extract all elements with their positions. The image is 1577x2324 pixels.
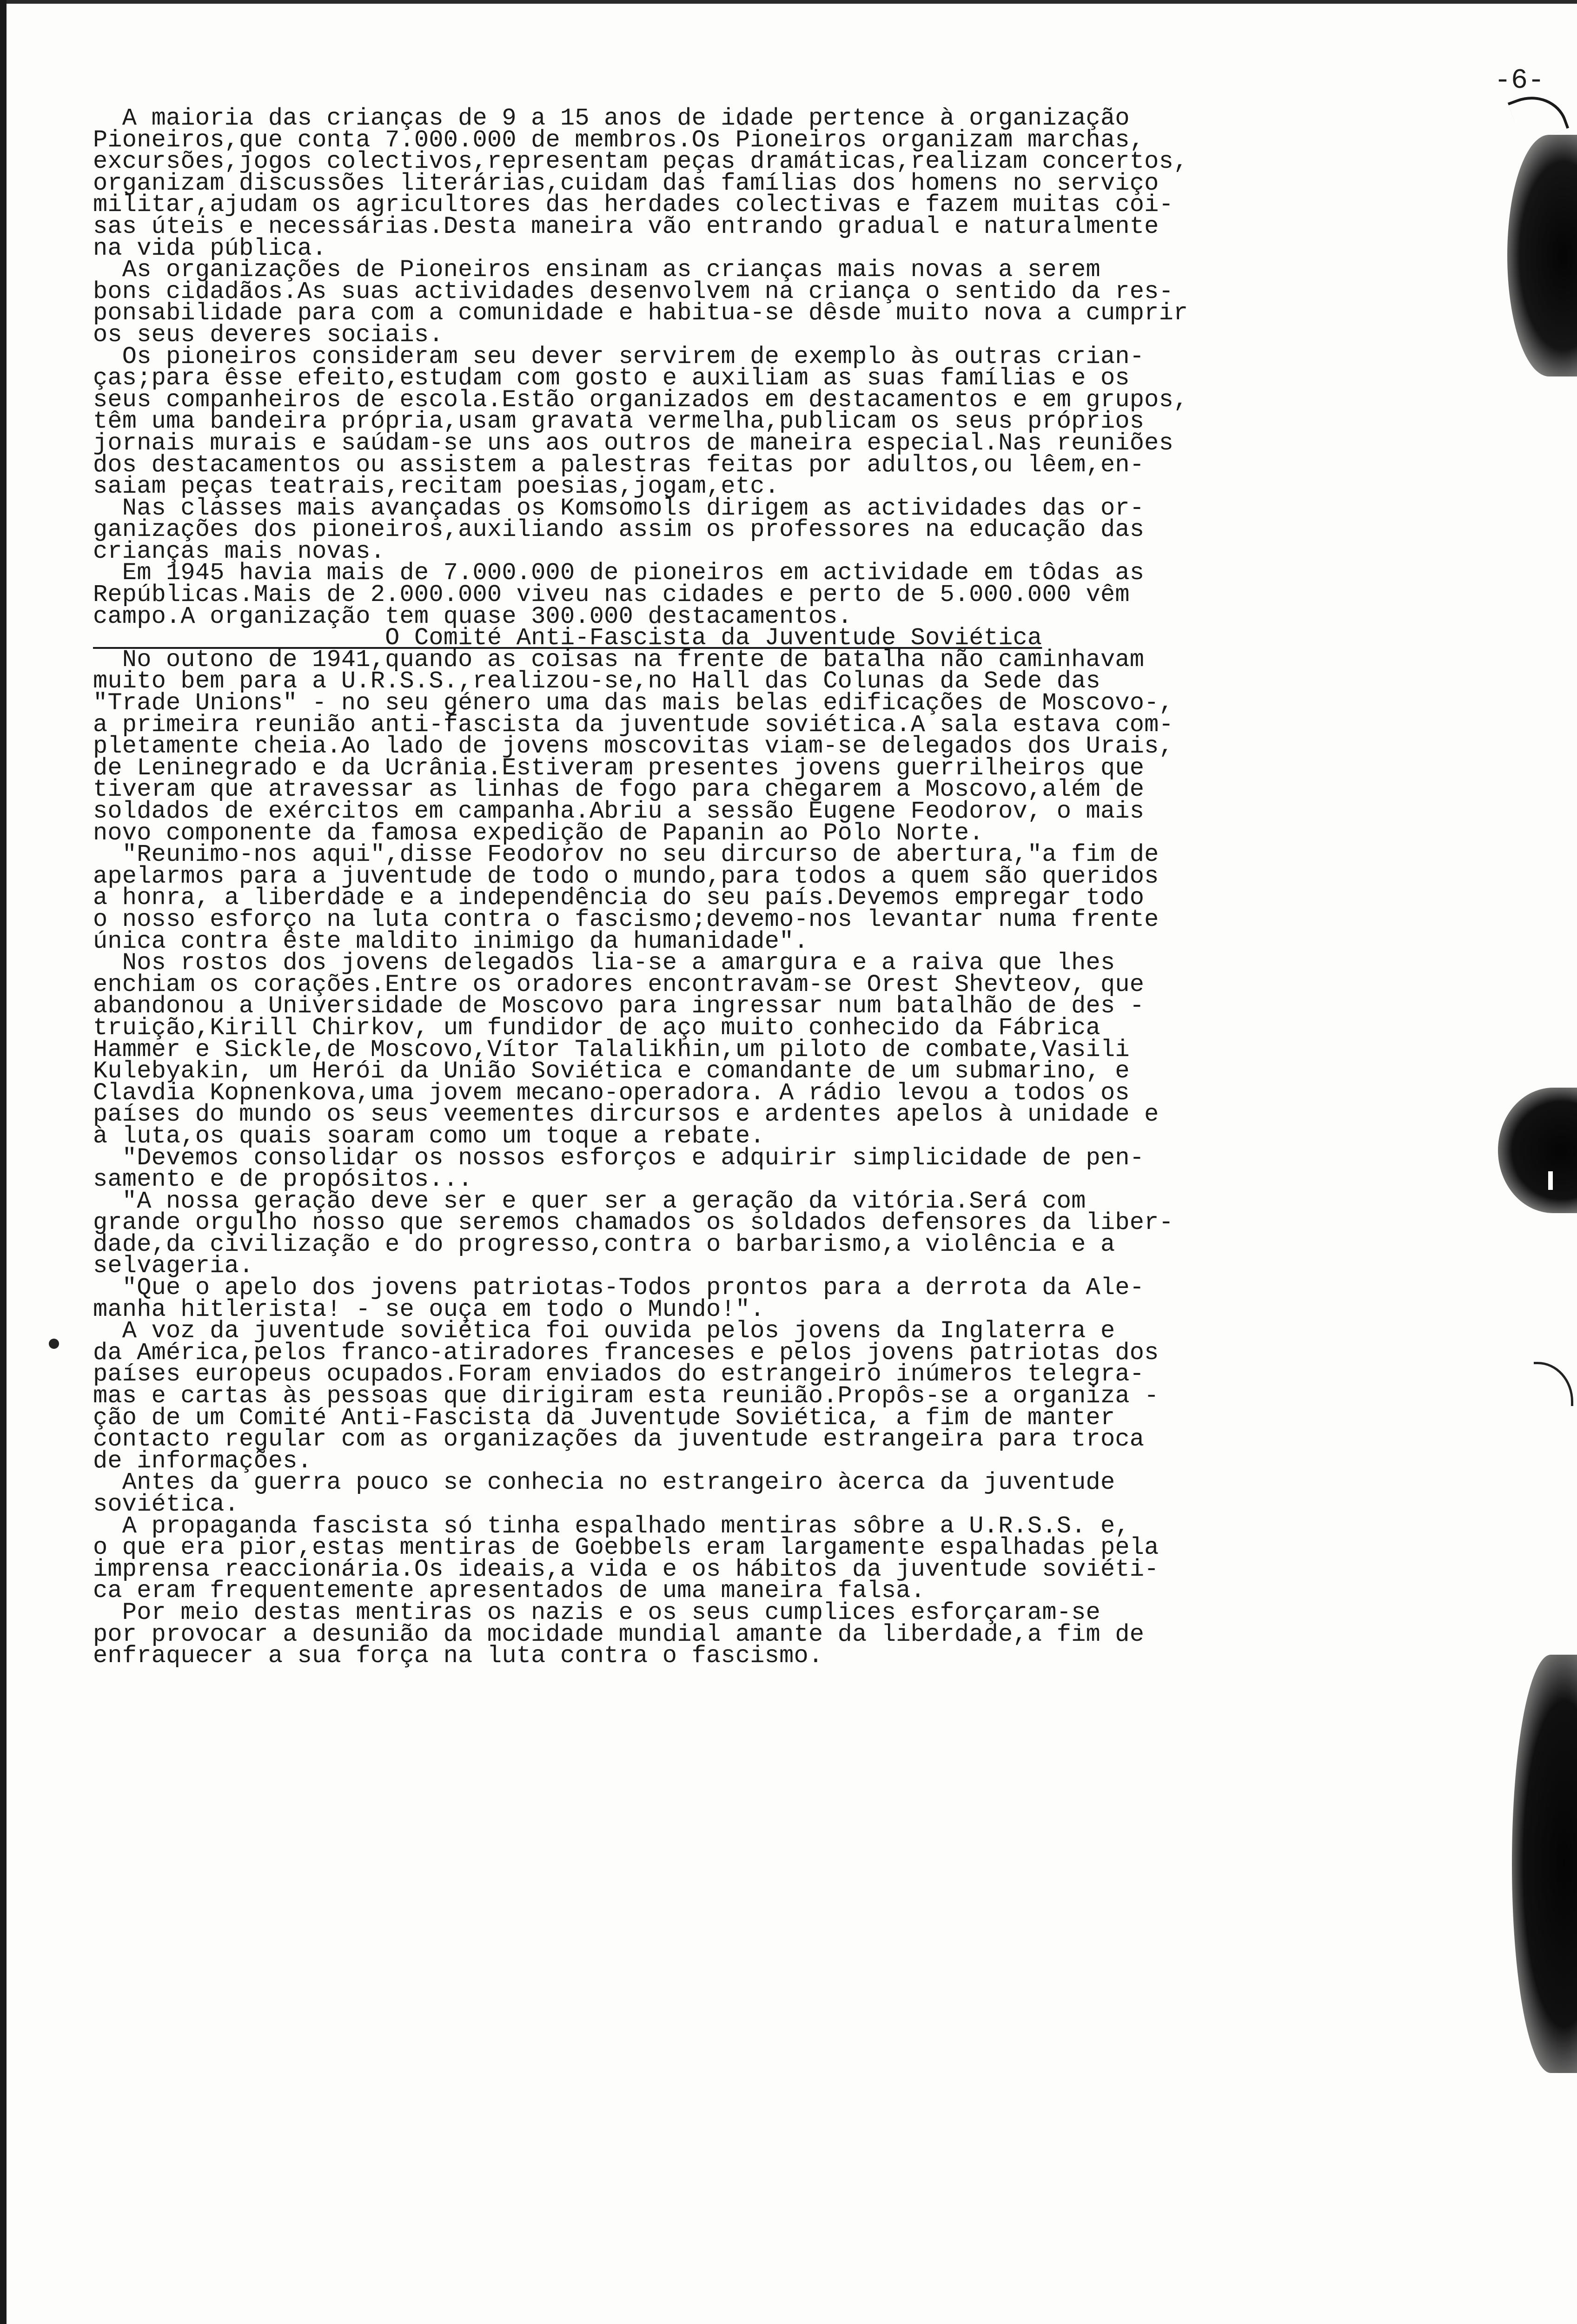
binding-hole-highlight xyxy=(1548,1171,1553,1190)
text-line: saiam peças teatrais,recitam poesias,jogam,etc. xyxy=(93,473,780,501)
text-line: de informações. xyxy=(93,1447,312,1475)
text-line: o nosso esforço na luta contra o fascismo;devemo-nos levantar numa frente xyxy=(93,905,1159,933)
text-line: têm uma bandeira própria,usam gravata vermelha,publicam os seus próprios xyxy=(93,408,1145,436)
text-line: No outono de 1941,quando as coisas na frente de batalha não caminhavam xyxy=(93,646,1145,673)
text-line: soviética. xyxy=(93,1491,239,1518)
text-line: o que era pior,estas mentiras de Goebbels eram largamente espalhadas pela xyxy=(93,1534,1159,1562)
text-line: "Devemos consolidar os nossos esforços e adquirir simplicidade de pen- xyxy=(93,1144,1145,1172)
text-line: da América,pelos franco-atiradores franceses e pelos jovens patriotas dos xyxy=(93,1339,1159,1367)
text-line: organizam discussões literárias,cuidam das famílias dos homens no serviço xyxy=(93,169,1159,197)
text-line: enchiam os corações.Entre os oradores encontravam-se Orest Shevteov, que xyxy=(93,971,1145,998)
text-line: samento e de propósitos... xyxy=(93,1166,473,1194)
text-line: a honra, a liberdade e a independência do seu país.Devemos empregar todo xyxy=(93,884,1145,912)
text-line: "A nossa geração deve ser e quer ser a geração da vitória.Será com xyxy=(93,1187,1086,1215)
text-line: "Reunimo-nos aqui",disse Feodorov no seu dircurso de abertura,"a fim de xyxy=(93,841,1159,869)
text-line: novo componente da famosa expedição de Papanin ao Polo Norte. xyxy=(93,819,984,847)
text-line: soldados de exércitos em campanha.Abriu a sessão Eugene Feodorov, o mais xyxy=(93,798,1145,825)
text-line: "Trade Unions" - no seu género uma das mais belas edificações de Moscovo-, xyxy=(93,689,1173,717)
text-line: contacto regular com as organizações da juventude estrangeira para troca xyxy=(93,1426,1145,1453)
text-line: abandonou a Universidade de Moscovo para ingressar num batalhão de des - xyxy=(93,992,1145,1020)
text-line: à luta,os quais soaram como um toque a rebate. xyxy=(93,1122,765,1150)
text-line: excursões,jogos colectivos,representam peças dramáticas,realizam concertos, xyxy=(93,148,1188,176)
text-line: países do mundo os seus veementes dircursos e ardentes apelos à unidade e xyxy=(93,1101,1159,1129)
section-heading: O Comité Anti-Fascista da Juventude Soviética xyxy=(93,624,1042,652)
text-line: sas úteis e necessárias.Desta maneira vão entrando gradual e naturalmente xyxy=(93,212,1159,240)
text-line: muito bem para a U.R.S.S.,realizou-se,no Hall das Colunas da Sede das xyxy=(93,667,1100,695)
text-line: ganizações dos pioneiros,auxiliando assim os professores na educação das xyxy=(93,516,1145,544)
text-line: ca eram frequentemente apresentados de uma maneira falsa. xyxy=(93,1577,926,1605)
text-line: Em 1945 havia mais de 7.000.000 de pioneiros em actividade em tôdas as xyxy=(93,559,1145,587)
text-line: imprensa reaccionária.Os ideais,a vida e os hábitos da juventude soviéti- xyxy=(93,1555,1159,1583)
text-line: enfraquecer a sua força na luta contra o fascismo. xyxy=(93,1642,823,1670)
text-line: Pioneiros,que conta 7.000.000 de membros.Os Pioneiros organizam marchas, xyxy=(93,126,1145,154)
binding-shadow-bottom xyxy=(1512,1655,1577,2073)
text-line: na vida pública. xyxy=(93,234,327,262)
text-line: Repúblicas.Mais de 2.000.000 viveu nas cidades e perto de 5.000.000 vêm xyxy=(93,581,1130,609)
text-line: crianças mais novas. xyxy=(93,537,385,565)
text-line: de Leninegrado e da Ucrânia.Estiveram presentes jovens guerrilheiros que xyxy=(93,754,1145,782)
page-number: -6- xyxy=(1494,65,1544,97)
text-line: seus companheiros de escola.Estão organizados em destacamentos e em grupos, xyxy=(93,386,1188,414)
text-line: manha hitlerista! - se ouça em todo o Mundo!". xyxy=(93,1295,765,1323)
text-line: A maioria das crianças de 9 a 15 anos de idade pertence à organização xyxy=(93,105,1130,132)
binding-shadow-top xyxy=(1507,135,1577,376)
text-line: Por meio destas mentiras os nazis e os seus cumplices esforçaram-se xyxy=(93,1598,1100,1626)
text-line: por provocar a desunião da mocidade mundial amante da liberdade,a fim de xyxy=(93,1620,1145,1648)
text-line: Hammer e Sickle,de Moscovo,Vítor Talalikhin,um piloto de combate,Vasili xyxy=(93,1036,1130,1063)
text-line: os seus deveres sociais. xyxy=(93,321,444,349)
text-line: militar,ajudam os agricultores das herdades colectivas e fazem muitas coi- xyxy=(93,191,1173,219)
text-line: apelarmos para a juventude de todo o mundo,para todos a quem são queridos xyxy=(93,862,1159,890)
text-line: Antes da guerra pouco se conhecia no estrangeiro àcerca da juventude xyxy=(93,1469,1115,1497)
text-line: ponsabilidade para com a comunidade e habitua-se dêsde muito nova a cumprir xyxy=(93,299,1188,327)
text-line: única contra êste maldito inimigo da humanidade". xyxy=(93,927,808,955)
text-line: Kulebyakin, um Herói da União Soviética e comandante de um submarino, e xyxy=(93,1057,1130,1085)
text-line: Os pioneiros consideram seu dever servirem de exemplo às outras crian- xyxy=(93,343,1145,370)
binding-hole-shadow xyxy=(1498,1088,1577,1213)
text-line: ção de um Comité Anti-Fascista da Juventude Soviética, a fim de manter xyxy=(93,1404,1115,1432)
text-line: As organizações de Pioneiros ensinam as crianças mais novas a serem xyxy=(93,256,1100,284)
text-line: tiveram que atravessar as linhas de fogo para chegarem a Moscovo,além de xyxy=(93,776,1145,804)
scan-left-edge xyxy=(0,0,7,2324)
text-line: ças;para êsse efeito,estudam com gosto e auxiliam as suas famílias e os xyxy=(93,364,1130,392)
text-line: pletamente cheia.Ao lado de jovens moscovitas viam-se delegados dos Urais, xyxy=(93,733,1173,760)
text-line: Nos rostos dos jovens delegados lia-se a amargura e a raiva que lhes xyxy=(93,949,1115,977)
margin-curve-mark xyxy=(1534,1362,1573,1406)
text-line: campo.A organização tem quase 300.000 destacamentos. xyxy=(93,602,853,630)
text-line: A propaganda fascista só tinha espalhado mentiras sôbre a U.R.S.S. e, xyxy=(93,1512,1130,1540)
scan-top-edge xyxy=(0,0,1577,4)
typewritten-text xyxy=(93,105,1460,1670)
text-line: mas e cartas às pessoas que dirigiram esta reunião.Propôs-se a organiza - xyxy=(93,1382,1159,1410)
text-line: selvageria. xyxy=(93,1252,254,1280)
text-line: "Que o apelo dos jovens patriotas-Todos prontos para a derrota da Ale- xyxy=(93,1274,1145,1302)
text-line: a primeira reunião anti-fascista da juventude soviética.A sala estava com- xyxy=(93,711,1173,739)
text-line: bons cidadãos.As suas actividades desenvolvem na criança o sentido da res- xyxy=(93,277,1173,305)
text-line: dade,da civilização e do progresso,contra o barbarismo,a violência e a xyxy=(93,1230,1115,1258)
margin-dot-mark xyxy=(49,1339,59,1349)
text-line: jornais murais e saúdam-se uns aos outros de maneira especial.Nas reuniões xyxy=(93,429,1173,457)
text-line: dos destacamentos ou assistem a palestras feitas por adultos,ou lêem,en- xyxy=(93,451,1145,479)
text-line: Clavdia Kopnenkova,uma jovem mecano-operadora. A rádio levou a todos os xyxy=(93,1079,1130,1107)
text-line: Nas classes mais avançadas os Komsomols dirigem as actividades das or- xyxy=(93,494,1145,522)
text-line: países europeus ocupados.Foram enviados do estrangeiro inúmeros telegra- xyxy=(93,1360,1145,1388)
text-line: A voz da juventude soviética foi ouvida pelos jovens da Inglaterra e xyxy=(93,1317,1115,1345)
text-line: grande orgulho nosso que seremos chamados os soldados defensores da liber- xyxy=(93,1209,1173,1237)
text-line: truição,Kirill Chirkov, um fundidor de aço muito conhecido da Fábrica xyxy=(93,1014,1100,1042)
